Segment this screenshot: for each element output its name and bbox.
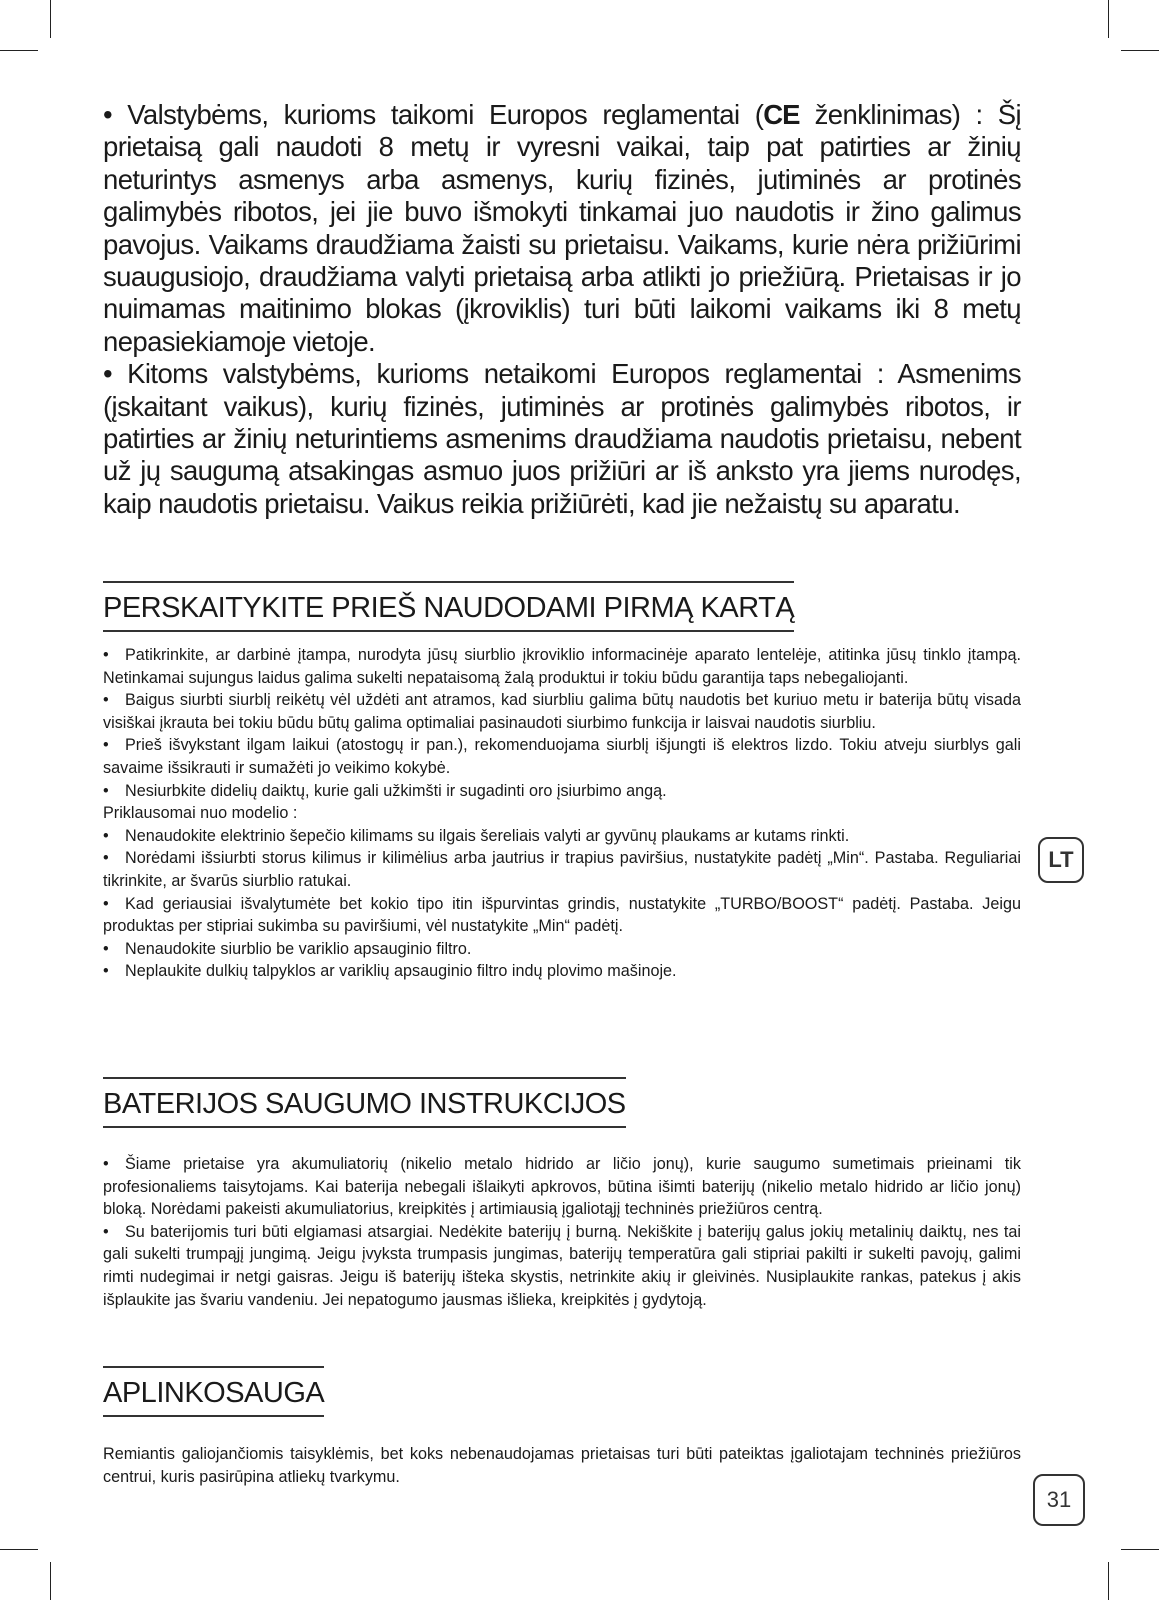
- bullet: •: [103, 691, 109, 710]
- crop-mark: [0, 50, 38, 51]
- bullet: •: [103, 1222, 109, 1241]
- list-item: [103, 1153, 1021, 1221]
- crop-mark: [0, 1549, 38, 1550]
- section-title-environment: APLINKOSAUGA: [103, 1366, 324, 1417]
- bullet: •: [103, 894, 109, 913]
- bullet: •: [103, 849, 109, 868]
- list-item-text: Baigus siurbti siurblį reikėtų vėl uždėti ant atramos, kad siurbliu galima būtų naudotis bet kuriuo metu ir baterija būtų visada visiškai įkrauta bei tokiu būdu būtų galima optimaliai pasinaudoti siurbimo funkcija ir laisvai naudotis siurbliu.: [103, 691, 1021, 732]
- crop-mark: [1108, 0, 1109, 38]
- intro-text: ženklinimas) : Šį prietaisą gali naudoti 8 metų ir vyresni vaikai, taip pat patirties ar žinių neturintys asmenys arba asmenys, kurių fizinės, jutiminės ar protinės galimybės ribotos, jei jie buvo išmokyti tinkamai juo naudotis ir žino galimus pavojus. Vaikams draudžiama žaisti su prietaisu. Vaikams, kurie nėra prižiūrimi suaugusiojo, draudžiama valyti prietaisą arba atlikti jo priežiūrą. Prietaisas ir jo nuimamas maitinimo blokas (įkroviklis) turi būti laikomi vaikams iki 8 metų nepasiekiamoje vietoje.: [103, 99, 1021, 357]
- list-item: [103, 893, 1021, 938]
- list-item-text: Prieš išvykstant ilgam laikui (atostogų ir pan.), rekomenduojama siurblį išjungti iš elektros lizdo. Tokiu atveju siurblys gali savaime išsikrauti ir sumažėti jo veikimo kokybė.: [103, 736, 1021, 777]
- bullet: •: [103, 826, 109, 845]
- bullet: •: [103, 646, 109, 664]
- model-note: Priklausomai nuo modelio :: [103, 804, 298, 823]
- list-item: [103, 780, 1021, 803]
- bullet: •: [103, 939, 109, 958]
- paragraph: Remiantis galiojančiomis taisyklėmis, bet koks nebenaudojamas prietaisas turi būti pateiktas įgaliotajam techninės priežiūros centrui, kuris pasirūpina atliekų tvarkymu.: [103, 1445, 1021, 1486]
- bullet: •: [103, 1155, 109, 1173]
- list-item-text: Kad geriausiai išvalytumėte bet kokio tipo itin išpurvintas grindis, nustatykite „TURBO/BOOST“ padėtį. Pastaba. Jeigu produktas per stipriai sukimba su paviršiumi, vėl nustatykite „Min“ padėtį.: [103, 894, 1021, 936]
- environment-text: [103, 1443, 1021, 1488]
- intro-paragraph-eu: [103, 99, 1021, 358]
- bullet: •: [103, 781, 109, 800]
- list-item: [103, 1221, 1021, 1311]
- bullet: •: [103, 962, 109, 981]
- list-item-text: Su baterijomis turi būti elgiamasi atsargiai. Nedėkite baterijų į burną. Nekiškite į baterijų galus jokių metalinių daiktų, nes tai gali sukelti trumpąjį jungimą. Jeigu įvyksta trumpasis jungimas, baterijų temperatūra gali stipriai pakilti ir sukelti pavojų, galimi rimti nudegimai ir netgi gaisras. Jeigu iš baterijų išteka skystis, netrinkite akių ir gleivinės. Nusiplaukite rankas, patekus į akis išplaukite jas švariu vandeniu. Jei nepatogumo jausmas išlieka, kreipkitės į gydytoją.: [103, 1222, 1021, 1309]
- list-item-text: Norėdami išsiurbti storus kilimus ir kilimėlius arba jautrius ir trapius paviršius, nustatykite padėtį „Min“. Pastaba. Reguliariai tikrinkite, ar švarūs siurblio ratukai.: [103, 849, 1021, 890]
- list-item-text: Nenaudokite siurblio be variklio apsauginio filtro.: [125, 939, 472, 958]
- intro-paragraph-non-eu: • Kitoms valstybėms, kurioms netaikomi Europos reglamentai : Asmenims (įskaitant vaikus), kurių fizinės, jutiminės ar protinės galimybės ribotos, ir patirties ar žinių neturintiems asmenims draudžiama naudotis prietaisu, nebent už jų saugumą atsakingas asmuo juos prižiūri ar iš anksto yra jiems nurodęs, kaip naudotis prietaisu. Vaikus reikia prižiūrėti, kad jie nežaistų su aparatu.: [103, 358, 1021, 519]
- first-use-instructions: [103, 644, 1021, 983]
- crop-mark: [50, 0, 51, 38]
- list-item-text: Neplaukite dulkių talpyklos ar variklių apsauginio filtro indų plovimo mašinoje.: [125, 962, 677, 981]
- intro-text: • Valstybėms, kurioms taikomi Europos reglamentai (: [103, 99, 764, 130]
- safety-intro: [103, 99, 1021, 520]
- section-title-battery-safety: BATERIJOS SAUGUMO INSTRUKCIJOS: [103, 1077, 626, 1128]
- list-item: [103, 734, 1021, 779]
- crop-mark: [1121, 1549, 1159, 1550]
- list-item: [103, 644, 1021, 689]
- list-item: [103, 847, 1021, 892]
- crop-mark: [50, 1562, 51, 1600]
- crop-mark: [1108, 1562, 1109, 1600]
- list-item: [103, 689, 1021, 734]
- list-item-text: Nesiurbkite didelių daiktų, kurie gali užkimšti ir sugadinti oro įsiurbimo angą.: [125, 781, 667, 800]
- section-title-first-use: PERSKAITYKITE PRIEŠ NAUDODAMI PIRMĄ KARTĄ: [103, 581, 794, 632]
- page-number: 31: [1033, 1474, 1085, 1526]
- list-item: [103, 825, 1021, 848]
- bullet: •: [103, 736, 109, 755]
- list-item-text: Nenaudokite elektrinio šepečio kilimams su ilgais šereliais valyti ar gyvūnų plaukams ar kutams rinkti.: [125, 826, 850, 845]
- battery-safety-instructions: [103, 1153, 1021, 1311]
- list-item-text: Šiame prietaise yra akumuliatorių (nikelio metalo hidrido ar ličio jonų), kurie saugumo sumetimais prieinami tik profesionaliems taisytojams. Kai baterija nebegali išlaikyti apkrovos, būtina išimti baterijų (nikelio metalo hidrido ar ličio jonų) bloką. Norėdami pakeisti akumuliatorius, kreipkitės į artimiausią įgaliotąjį techninės priežiūros centrą.: [103, 1155, 1021, 1219]
- language-badge: LT: [1038, 837, 1084, 883]
- list-item: [103, 960, 1021, 983]
- list-item-text: Patikrinkite, ar darbinė įtampa, nurodyta jūsų siurblio įkroviklio informacinėje aparato lentelėje, atitinka jūsų tinklo įtampą. Netinkamai sujungus laidus galima sukelti nepataisomą žalą produktui ir tokiu būdu garantija taps nebegaliojanti.: [103, 646, 1021, 687]
- ce-mark-icon: CE: [763, 99, 800, 130]
- list-item: [103, 938, 1021, 961]
- crop-mark: [1121, 50, 1159, 51]
